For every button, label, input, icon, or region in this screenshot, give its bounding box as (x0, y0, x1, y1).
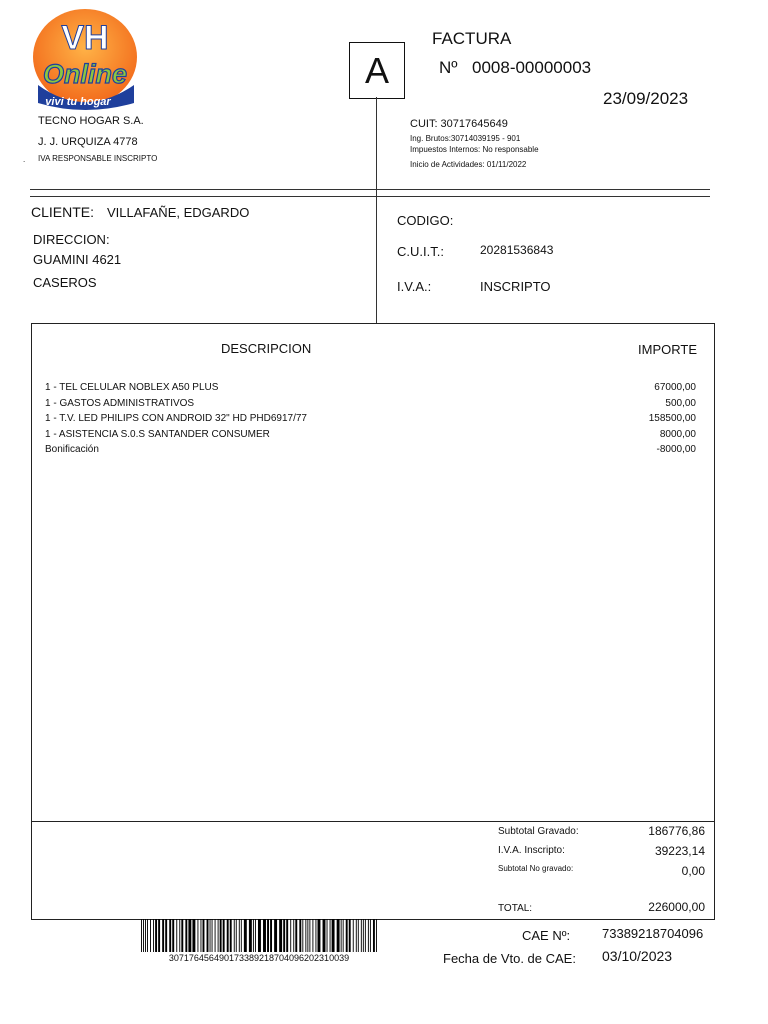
items-totals-divider (32, 821, 714, 822)
document-number: 0008-00000003 (472, 58, 592, 77)
barcode-bar (286, 919, 288, 952)
barcode-bar (158, 919, 160, 952)
subtotal-gravado-value: 186776,86 (648, 824, 705, 838)
barcode-bar (145, 919, 146, 952)
barcode-bar (210, 919, 211, 952)
subtotal-no-gravado-label: Subtotal No gravado: (498, 864, 574, 873)
barcode-bar (230, 919, 232, 952)
company-iva-condition: IVA RESPONSABLE INSCRIPTO (38, 154, 158, 163)
client-address-line2: CASEROS (33, 275, 97, 290)
row-description: 1 - T.V. LED PHILIPS CON ANDROID 32" HD PHD6917/77 (45, 413, 307, 424)
client-codigo-label: CODIGO: (397, 213, 454, 228)
barcode-bar (169, 919, 171, 952)
barcode-bar (236, 919, 237, 952)
barcode-bar (323, 919, 326, 952)
barcode-bar (330, 919, 331, 952)
barcode-bar (147, 919, 148, 952)
barcode (141, 919, 377, 952)
barcode-bar (165, 919, 167, 952)
row-description: 1 - TEL CELULAR NOBLEX A50 PLUS (45, 382, 219, 393)
cae-due-value: 03/10/2023 (602, 948, 673, 964)
barcode-bar (368, 919, 369, 952)
barcode-bar (143, 919, 144, 952)
company-address: J. J. URQUIZA 4778 (38, 136, 138, 148)
barcode-bar (263, 919, 266, 952)
cae-due-label: Fecha de Vto. de CAE: (443, 951, 576, 966)
row-amount: 8000,00 (659, 428, 696, 440)
total-label: TOTAL: (498, 903, 533, 914)
row-description: Bonificación (45, 444, 99, 455)
barcode-bar (305, 919, 306, 952)
barcode-bar (267, 919, 269, 952)
barcode-bar (255, 919, 256, 952)
barcode-bar (249, 919, 252, 952)
barcode-bar (307, 919, 308, 952)
barcode-bar (201, 919, 202, 952)
total-value: 226000,00 (648, 900, 705, 914)
table-row (45, 413, 705, 429)
barcode-bar (227, 919, 229, 952)
row-amount: 158500,00 (648, 413, 696, 424)
client-name: VILLAFAÑE, EDGARDO (107, 205, 250, 220)
row-description: 1 - GASTOS ADMINISTRATIVOS (45, 397, 195, 409)
client-cuit-value: 20281536843 (480, 243, 554, 257)
barcode-bar (239, 919, 240, 952)
barcode-bar (234, 919, 235, 952)
iva-inscripto-label: I.V.A. Inscripto: (498, 845, 565, 856)
barcode-bar (358, 919, 359, 952)
barcode-bar (309, 919, 310, 952)
header-divider-2 (30, 196, 710, 197)
barcode-bar (270, 919, 272, 952)
barcode-bar (361, 919, 362, 952)
client-cuit-label: C.U.I.T.: (397, 244, 444, 259)
client-label: CLIENTE: (31, 204, 95, 220)
barcode-bar (192, 919, 195, 952)
barcode-bar (346, 919, 348, 952)
invoice-letter-box: A (349, 42, 405, 99)
barcode-bar (215, 919, 216, 952)
barcode-bar (349, 919, 351, 952)
document-type-label: FACTURA (432, 29, 512, 48)
iva-inscripto-value: 39223,14 (654, 844, 705, 858)
barcode-bar (253, 919, 254, 952)
cae-label: CAE Nº: (522, 928, 571, 943)
barcode-bar (155, 919, 157, 952)
barcode-bar (315, 919, 316, 952)
row-description: 1 - ASISTENCIA S.0.S SANTANDER CONSUMER (45, 428, 270, 440)
subtotal-no-gravado-value: 0,00 (681, 864, 705, 878)
barcode-bar (188, 919, 191, 952)
company-inicio-actividades: Inicio de Actividades: 01/11/2022 (410, 160, 527, 169)
company-iva-bullet: . (23, 155, 26, 164)
barcode-bar (172, 919, 174, 952)
barcode-bar (293, 919, 294, 952)
header-vertical-divider (376, 97, 377, 323)
svg-text:VH: VH (61, 19, 109, 57)
col-header-description: DESCRIPCION (221, 341, 312, 356)
barcode-bar (150, 919, 151, 952)
svg-text:Online: Online (42, 59, 128, 89)
barcode-bar (223, 919, 225, 952)
row-amount: 67000,00 (654, 382, 696, 393)
barcode-bar (363, 919, 364, 952)
header-divider-1 (30, 189, 710, 190)
barcode-bar (343, 919, 344, 952)
barcode-bar (220, 919, 222, 952)
barcode-bar (356, 919, 357, 952)
table-row (45, 382, 705, 398)
subtotal-gravado-label: Subtotal Gravado: (498, 826, 579, 837)
barcode-bar (295, 919, 297, 952)
company-cuit: CUIT: 30717645649 (410, 118, 508, 130)
barcode-bar (370, 919, 371, 952)
barcode-bar (162, 919, 164, 952)
barcode-bar (212, 919, 213, 952)
col-header-amount: IMPORTE (638, 342, 697, 357)
barcode-bar (376, 919, 377, 952)
barcode-bar (290, 919, 291, 952)
barcode-bar (179, 919, 180, 952)
barcode-bar (241, 919, 242, 952)
barcode-bar (197, 919, 198, 952)
table-row (45, 429, 705, 445)
document-number-prefix: Nº (439, 58, 458, 77)
svg-text:vivi tu hogar: vivi tu hogar (45, 96, 111, 108)
barcode-bar (302, 919, 303, 952)
barcode-bar (185, 919, 187, 952)
barcode-bar (279, 919, 282, 952)
barcode-bar (373, 919, 375, 952)
barcode-bar (318, 919, 321, 952)
barcode-bar (274, 919, 277, 952)
company-name: TECNO HOGAR S.A. (38, 115, 144, 127)
barcode-bar (141, 919, 142, 952)
barcode-bar (353, 919, 354, 952)
barcode-bar (153, 919, 154, 952)
barcode-bar (312, 919, 313, 952)
company-ing-brutos: Ing. Brutos:30714039195 - 901 (410, 134, 521, 143)
barcode-bar (258, 919, 261, 952)
barcode-bar (365, 919, 366, 952)
table-row (45, 444, 705, 460)
table-row (45, 398, 705, 414)
barcode-bar (341, 919, 342, 952)
company-logo (30, 7, 140, 111)
barcode-bar (327, 919, 328, 952)
company-impuestos-internos: Impuestos Internos: No responsable (410, 145, 539, 154)
barcode-bar (283, 919, 285, 952)
barcode-bar (181, 919, 183, 952)
client-address-line1: GUAMINI 4621 (33, 252, 122, 267)
barcode-bar (244, 919, 247, 952)
barcode-number: 307176456490173389218704096202310039 (168, 953, 350, 963)
client-iva-value: INSCRIPTO (480, 279, 551, 294)
client-iva-label: I.V.A.: (397, 279, 432, 294)
barcode-bar (203, 919, 205, 952)
document-date: 23/09/2023 (603, 89, 689, 108)
cae-value: 73389218704096 (602, 926, 704, 941)
barcode-bar (337, 919, 340, 952)
barcode-bar (332, 919, 335, 952)
barcode-bar (218, 919, 219, 952)
barcode-bar (207, 919, 209, 952)
row-amount: 500,00 (665, 397, 696, 409)
barcode-bar (299, 919, 301, 952)
barcode-bar (176, 919, 177, 952)
client-direccion-label: DIRECCION: (33, 232, 110, 247)
row-amount: -8000,00 (656, 444, 696, 455)
